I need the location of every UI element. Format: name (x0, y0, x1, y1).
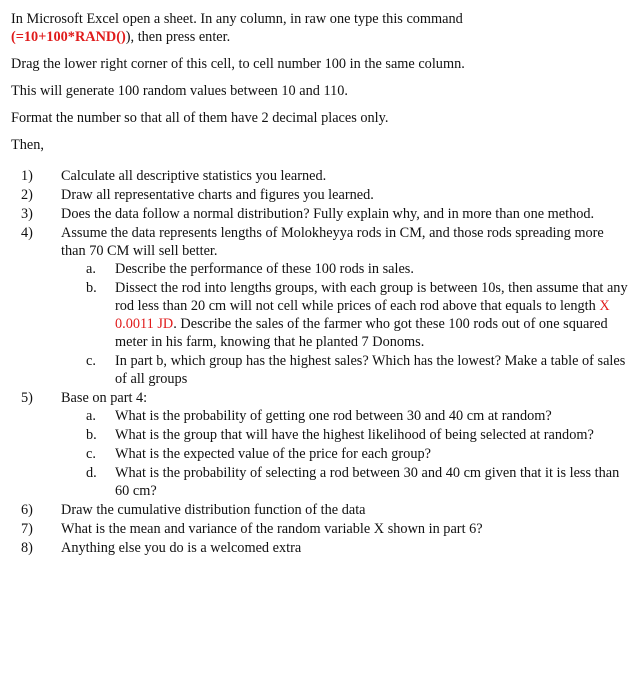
task-number: 6) (21, 502, 33, 518)
format-instruction: Format the number so that all of them have 2 decimal places only. (11, 110, 389, 126)
subtask-item (61, 445, 629, 463)
task-text: Calculate all descriptive statistics you learned. (61, 168, 327, 184)
subtask-item (61, 260, 629, 278)
task-list (11, 167, 629, 557)
subtask-item (61, 352, 629, 388)
task-text: Assume the data represents lengths of Molokheyya rods in CM, and those rods spreading more than 70 CM will sell better. (61, 225, 604, 259)
task-item (11, 520, 629, 538)
subtask-item (61, 407, 629, 425)
task-text: Draw all representative charts and figures you learned. (61, 187, 374, 203)
task-text: Does the data follow a normal distribution? Fully explain why, and in more than one method. (61, 206, 595, 222)
generate-note: This will generate 100 random values between 10 and 110. (11, 83, 348, 99)
task-text: Base on part 4: (61, 390, 148, 406)
excel-formula: (=10+100*RAND() (11, 29, 126, 45)
task-number: 7) (21, 521, 33, 537)
subtask-list (61, 407, 629, 500)
subtask-text: Describe the performance of these 100 rods in sales. (115, 261, 414, 277)
subtask-item (61, 279, 629, 351)
subtask-letter: b. (86, 427, 97, 443)
task-text: Anything else you do is a welcomed extra (61, 540, 302, 556)
subtask-letter: b. (86, 280, 97, 296)
subtask-list (61, 260, 629, 388)
formula-tail: ), then press enter. (125, 29, 231, 45)
task-item (11, 501, 629, 519)
subtask-text: In part b, which group has the highest sales? Which has the lowest? Make a table of sales of all groups (115, 353, 626, 387)
subtask-text: What is the probability of selecting a rod between 30 and 40 cm given that it is less than 60 cm? (115, 465, 620, 499)
task-number: 8) (21, 540, 33, 556)
subtask-letter: a. (86, 261, 96, 277)
task-item (11, 389, 629, 500)
task-item (11, 205, 629, 223)
task-item (11, 167, 629, 185)
task-text: What is the mean and variance of the random variable X shown in part 6? (61, 521, 483, 537)
subtask-letter: c. (86, 446, 96, 462)
task-number: 4) (21, 225, 33, 241)
subtask-letter: a. (86, 408, 96, 424)
subtask-item (61, 426, 629, 444)
task-item (11, 186, 629, 204)
subtask-item (61, 464, 629, 500)
intro-instruction: In Microsoft Excel open a sheet. In any column, in raw one type this command (11, 11, 463, 27)
subtask-text: What is the group that will have the highest likelihood of being selected at random? (115, 427, 594, 443)
price-highlight: X 0.0011 JD (115, 298, 610, 332)
subtask-text: Dissect the rod into lengths groups, with each group is between 10s, then assume that any rod less than 20 cm will not cell while prices of each rod above that equals to length (115, 280, 628, 314)
task-number: 2) (21, 187, 33, 203)
task-number: 3) (21, 206, 33, 222)
task-text: Draw the cumulative distribution function of the data (61, 502, 366, 518)
then-label: Then, (11, 137, 44, 153)
intro-line (11, 10, 629, 46)
task-number: 5) (21, 390, 33, 406)
subtask-text: What is the expected value of the price for each group? (115, 446, 431, 462)
subtask-letter: c. (86, 353, 96, 369)
task-number: 1) (21, 168, 33, 184)
subtask-text-tail: . Describe the sales of the farmer who got these 100 rods out of one squared meter in his farm, knowing that he planted 7 Donoms. (115, 316, 608, 350)
task-item (11, 539, 629, 557)
subtask-letter: d. (86, 465, 97, 481)
subtask-text: What is the probability of getting one rod between 30 and 40 cm at random? (115, 408, 552, 424)
drag-instruction: Drag the lower right corner of this cell, to cell number 100 in the same column. (11, 56, 465, 72)
task-item (11, 224, 629, 388)
